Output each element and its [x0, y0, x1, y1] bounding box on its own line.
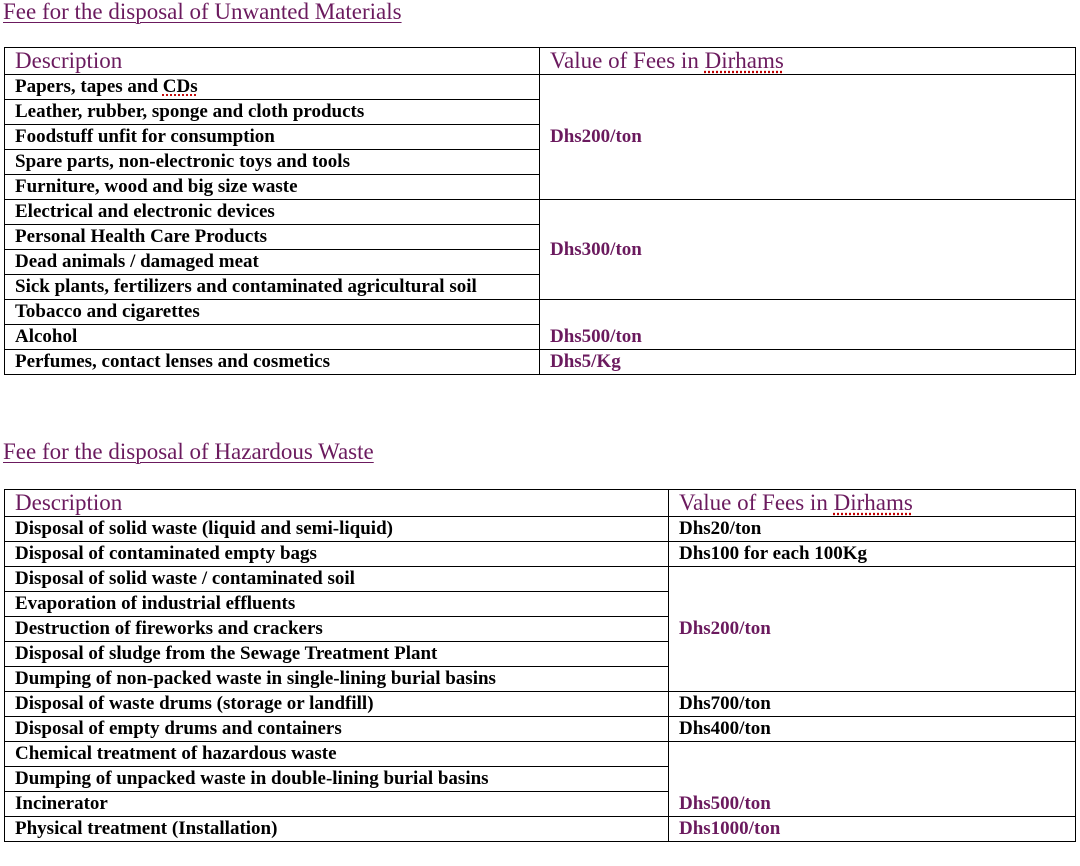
description-cell: Incinerator — [5, 792, 669, 817]
description-cell: Dumping of unpacked waste in double-lining burial basins — [5, 767, 669, 792]
description-cell: Tobacco and cigarettes — [5, 300, 540, 325]
table-row — [5, 717, 1076, 742]
description-header: Description — [5, 490, 669, 517]
fee-cell: Dhs300/ton — [540, 200, 1076, 300]
description-cell: Disposal of solid waste (liquid and semi-liquid) — [5, 517, 669, 542]
description-cell: Physical treatment (Installation) — [5, 817, 669, 842]
fee-cell: Dhs200/ton — [540, 75, 1076, 200]
description-cell: Destruction of fireworks and crackers — [5, 617, 669, 642]
unwanted-materials-title: Fee for the disposal of Unwanted Materials — [3, 0, 402, 24]
value-header: Value of Fees in Dirhams — [540, 48, 1076, 75]
table-header-row — [5, 48, 1076, 75]
description-cell: Personal Health Care Products — [5, 225, 540, 250]
description-cell: Perfumes, contact lenses and cosmetics — [5, 350, 540, 375]
description-header: Description — [5, 48, 540, 75]
description-cell: Chemical treatment of hazardous waste — [5, 742, 669, 767]
description-cell: Spare parts, non-electronic toys and tools — [5, 150, 540, 175]
fee-cell: Dhs20/ton — [669, 517, 1076, 542]
unwanted-materials-table — [4, 47, 1076, 375]
table-row — [5, 517, 1076, 542]
table-row — [5, 200, 1076, 225]
description-cell: Disposal of empty drums and containers — [5, 717, 669, 742]
description-cell: Disposal of sludge from the Sewage Treatment Plant — [5, 642, 669, 667]
fee-cell: Dhs1000/ton — [669, 817, 1076, 842]
table-row — [5, 350, 1076, 375]
table-row — [5, 300, 1076, 325]
fee-cell: Dhs200/ton — [669, 567, 1076, 692]
fee-cell: Dhs100 for each 100Kg — [669, 542, 1076, 567]
hazardous-waste-table — [4, 489, 1076, 842]
description-cell: Papers, tapes and CDs — [5, 75, 540, 100]
description-cell: Sick plants, fertilizers and contaminated agricultural soil — [5, 275, 540, 300]
description-cell: Alcohol — [5, 325, 540, 350]
description-cell: Disposal of solid waste / contaminated soil — [5, 567, 669, 592]
description-cell: Foodstuff unfit for consumption — [5, 125, 540, 150]
fee-cell: Dhs500/ton — [540, 300, 1076, 350]
description-cell: Disposal of waste drums (storage or landfill) — [5, 692, 669, 717]
description-cell: Leather, rubber, sponge and cloth products — [5, 100, 540, 125]
description-cell: Furniture, wood and big size waste — [5, 175, 540, 200]
table-row — [5, 567, 1076, 592]
description-cell: Disposal of contaminated empty bags — [5, 542, 669, 567]
value-header: Value of Fees in Dirhams — [669, 490, 1076, 517]
table-row — [5, 75, 1076, 100]
table-row — [5, 542, 1076, 567]
table-header-row — [5, 490, 1076, 517]
description-cell: Evaporation of industrial effluents — [5, 592, 669, 617]
table-row — [5, 742, 1076, 767]
fee-cell: Dhs500/ton — [669, 742, 1076, 817]
table-row — [5, 692, 1076, 717]
hazardous-waste-title: Fee for the disposal of Hazardous Waste — [3, 439, 374, 464]
description-cell: Dead animals / damaged meat — [5, 250, 540, 275]
table-row — [5, 817, 1076, 842]
fee-cell: Dhs400/ton — [669, 717, 1076, 742]
description-cell: Dumping of non-packed waste in single-lining burial basins — [5, 667, 669, 692]
fee-cell: Dhs700/ton — [669, 692, 1076, 717]
fee-cell: Dhs5/Kg — [540, 350, 1076, 375]
description-cell: Electrical and electronic devices — [5, 200, 540, 225]
